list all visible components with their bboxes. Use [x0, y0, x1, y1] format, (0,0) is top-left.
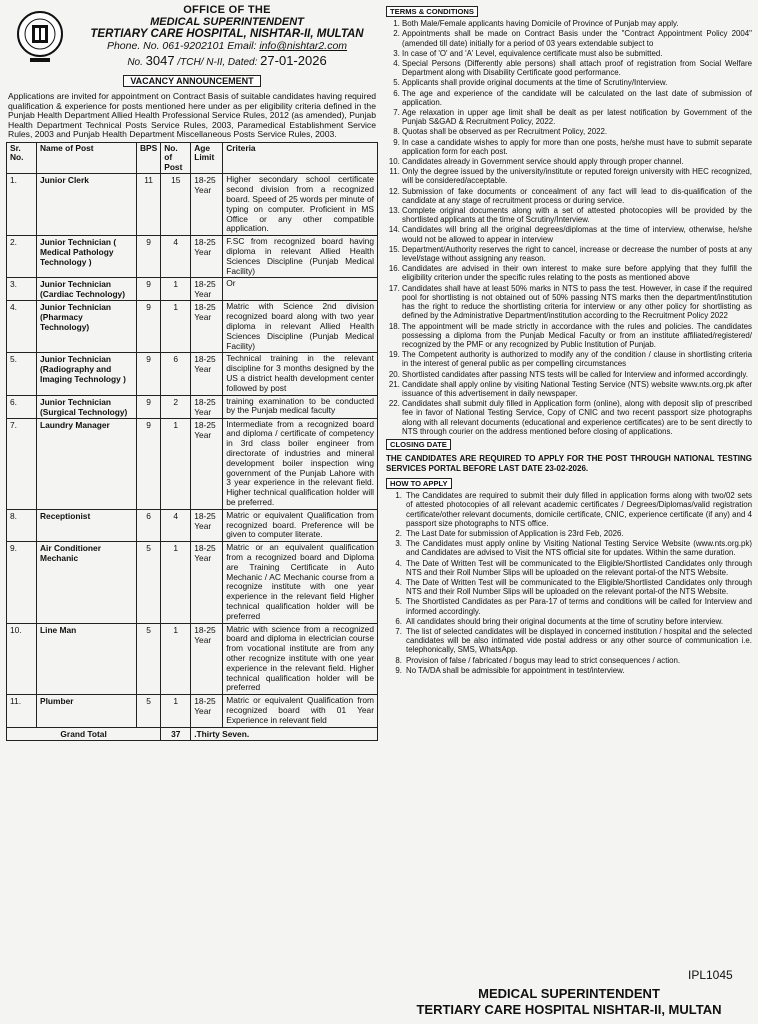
- cell-post: Laundry Manager: [37, 418, 137, 509]
- table-row: [7, 353, 378, 395]
- cell-age: 18-25 Year: [191, 623, 223, 695]
- cell-sr: 11.: [7, 695, 37, 727]
- term-item: 16. Candidates are advised in their own interest to make sure before applying that they fulfill the eligibility criterion under the specific rules relating to the posts as mentioned above: [402, 264, 752, 282]
- cell-criteria: Higher secondary school certificate second division from a recognized board. Speed of 25 words per minute of typing on computer. Proficient in MS Office or any other compatible application.: [223, 174, 378, 236]
- cell-number: 4: [161, 509, 191, 541]
- cell-criteria: Or: [223, 278, 378, 301]
- cell-sr: 6.: [7, 395, 37, 418]
- cell-bps: 9: [137, 236, 161, 278]
- cell-criteria: F.SC from recognized board having diploma in relevant Allied Health Sciences Discipline (Punjab Medical Facility): [223, 236, 378, 278]
- cell-post: Junior Technician (Pharmacy Technology): [37, 301, 137, 353]
- term-item: 10. Candidates already in Government service should apply through proper channel.: [402, 157, 752, 166]
- col-criteria: Criteria: [223, 142, 378, 174]
- cell-bps: 5: [137, 695, 161, 727]
- closing-text: THE CANDIDATES ARE REQUIRED TO APPLY FOR THE POST THROUGH NATIONAL TESTING SERVICES PORTAL BEFORE LAST DATE 23-02-2026.: [386, 454, 752, 473]
- cell-number: 15: [161, 174, 191, 236]
- cell-age: 18-25 Year: [191, 695, 223, 727]
- cell-criteria: Matric or an equivalent qualification from a recognized board and Diploma are Training Certificate in Auto Mechanic / AC Mechanic course from a recognize institute with one year experience in the relevant field Higher technical qualification holder will be preferred: [223, 542, 378, 623]
- table-row: [7, 278, 378, 301]
- table-row: [7, 623, 378, 695]
- cell-number: 6: [161, 353, 191, 395]
- term-item: 6. The age and experience of the candidate will be calculated on the last date of submission of application.: [402, 89, 752, 107]
- howto-number: 7.: [395, 627, 402, 636]
- howto-item: [386, 627, 752, 655]
- howto-number: 4.: [395, 558, 402, 568]
- term-item: 22. Candidates shall submit duly filled in Application form (online), along with deposit slip of prescribed fee in favor of National Testing Service, Copy of CNIC and two recent passport size photographs along with all relevant documents (educational and experience certificates) are to be sent directly to NTS through courier on the address mentioned before closing of applications.: [402, 399, 752, 436]
- cell-criteria: Matric or equivalent Qualification from recognized board with 01 Year Experience in relevant field: [223, 695, 378, 727]
- term-item: 1. Both Male/Female applicants having Domicile of Province of Punjab may apply.: [402, 19, 752, 28]
- term-item: 18. The appointment will be made strictly in accordance with the rules and policies. The candidates possessing a diploma from the Punjab Medical Faculty or from an institute affiliated/registered/ recognized by the PMF or any recognized by Public Institution of Punjab.: [402, 322, 752, 350]
- cell-criteria: Matric with Science 2nd division recognized board along with two year diploma in relevant Allied Health Sciences Discipline (Punjab Medical Facility): [223, 301, 378, 353]
- contact-line: [76, 40, 378, 52]
- cell-post: Junior Technician ( Medical Pathology Technology ): [37, 236, 137, 278]
- cell-post: Junior Technician (Radiography and Imaging Technology ): [37, 353, 137, 395]
- cell-post: Receptionist: [37, 509, 137, 541]
- cell-number: 1: [161, 542, 191, 623]
- cell-sr: 10.: [7, 623, 37, 695]
- howto-text: Provision of false / fabricated / bogus may lead to strict consequences / action.: [406, 655, 681, 665]
- cell-number: 4: [161, 236, 191, 278]
- term-item: 15. Department/Authority reserves the right to cancel, increase or decrease the number of posts at any level/stage without assigning any reason.: [402, 245, 752, 263]
- cell-age: 18-25 Year: [191, 353, 223, 395]
- term-item: 21. Candidate shall apply online by visiting National Testing Service (NTS) website www.nts.org.pk after issuance of this advertisement in daily newspaper.: [402, 380, 752, 398]
- cell-sr: 8.: [7, 509, 37, 541]
- table-header-row: [7, 142, 378, 174]
- cell-post: Line Man: [37, 623, 137, 695]
- cell-bps: 6: [137, 509, 161, 541]
- cell-bps: 9: [137, 278, 161, 301]
- hospital-name: TERTIARY CARE HOSPITAL, NISHTAR-II, MULTAN: [90, 28, 364, 40]
- table-row: [7, 542, 378, 623]
- cell-post: Plumber: [37, 695, 137, 727]
- ref-prefix: No.: [127, 57, 143, 68]
- term-item: 8. Quotas shall be observed as per Recruitment Policy, 2022.: [402, 127, 752, 136]
- cell-bps: 9: [137, 353, 161, 395]
- term-item: 12. Submission of fake documents or concealment of any fact will lead to dis-qualification of the candidate at any stage of recruitment process or during service.: [402, 187, 752, 205]
- howto-text: The list of selected candidates will be displayed in concerned institution / hospital and the selected candidates will be also intimated vide postal address or any other source of communication i.e. telephonically, SMS, WhatsApp.: [406, 627, 752, 655]
- howto-text: The Candidates are required to submit their duly filled in application forms along with two/02 sets of attested photocopies of all relevant academic certificates / Degrees/Diplomas/valid registration certificate/other relevant documents, domicile certificate, CNIC, experience certificate (if any) and 4 passport size photographs to NTS office.: [406, 491, 752, 528]
- ref-number: 3047: [145, 53, 175, 68]
- howto-text: The Shortlisted Candidates as per Para-17 of terms and conditions will be called for Interview and informed accordingly.: [406, 597, 752, 616]
- office-designation: MEDICAL SUPERINTENDENT: [150, 16, 304, 28]
- howto-text: No TA/DA shall be admissible for appointment in test/interview.: [406, 665, 625, 675]
- term-item: 9. In case a candidate wishes to apply for more than one posts, he/she must have to submit separate application form for each post.: [402, 138, 752, 156]
- howto-item: [386, 529, 752, 538]
- cell-age: 18-25 Year: [191, 301, 223, 353]
- term-item: 14. Candidates will bring all the original degrees/diplomas at the time of interview, otherwise, he/she would not be allowed to appear in interview: [402, 225, 752, 243]
- terms-list: [386, 19, 752, 436]
- cell-number: 1: [161, 695, 191, 727]
- table-row: [7, 509, 378, 541]
- phone-text: Phone. No. 061-9202101 Email:: [106, 40, 257, 52]
- cell-number: 1: [161, 623, 191, 695]
- cell-sr: 9.: [7, 542, 37, 623]
- term-item: 17. Candidates shall have at least 50% marks in NTS to pass the test. However, in case if the required pool for shortlisting is not obtained out of 50% passing NTS marks then the department/institution has the right to reduce the shortlisting criteria for interview or any other policy for shortlisting as defined by the Administrative Department/institution according to the Recruitment Policy 2022: [402, 284, 752, 321]
- cell-sr: 3.: [7, 278, 37, 301]
- howto-text: The Candidates must apply online by Visiting National Testing Service Website (www.nts.org.pk) and Candidates are advised to Visit the NTS official site for updates. Within the same duration.: [406, 539, 752, 558]
- howto-item: [386, 666, 752, 675]
- table-row: [7, 395, 378, 418]
- term-item: 20. Shortlisted candidates after passing NTS tests will be called for Interview and informed accordingly.: [402, 370, 752, 379]
- howto-number: 1.: [395, 491, 402, 501]
- cell-age: 18-25 Year: [191, 542, 223, 623]
- cell-sr: 2.: [7, 236, 37, 278]
- cell-post: Air Conditioner Mechanic: [37, 542, 137, 623]
- howto-item: [386, 491, 752, 528]
- cell-criteria: Intermediate from a recognized board and diploma / certificate of competency in 3rd class boiler engineer from directorate of industries and mineral development boiler inspection wing government of the Punjab Lahore with 3 year experience in the relevant field. Higher technical qualification holder will be preferred.: [223, 418, 378, 509]
- howto-item: [386, 617, 752, 626]
- howto-number: 4.: [395, 577, 402, 587]
- col-post: Name of Post: [37, 142, 137, 174]
- table-row: [7, 418, 378, 509]
- left-column: [6, 4, 378, 741]
- cell-age: 18-25 Year: [191, 418, 223, 509]
- howto-text: All candidates should bring their original documents at the time of scrutiny before interview.: [406, 616, 724, 626]
- howto-heading: HOW TO APPLY: [386, 478, 452, 489]
- ipl-code: IPL1045: [688, 968, 733, 982]
- hospital-logo-icon: [16, 10, 64, 66]
- col-sr: Sr. No.: [7, 142, 37, 174]
- cell-number: 2: [161, 395, 191, 418]
- vacancy-table: [6, 142, 378, 741]
- office-line: OFFICE OF THE: [183, 4, 271, 16]
- terms-heading: TERMS & CONDITIONS: [386, 6, 478, 17]
- howto-item: [386, 578, 752, 596]
- cell-number: 1: [161, 278, 191, 301]
- signature-block: [386, 986, 752, 1018]
- closing-heading: CLOSING DATE: [386, 439, 451, 450]
- term-item: 5. Applicants shall provide original documents at the time of Scrutiny/Interview.: [402, 78, 752, 87]
- howto-list: [386, 491, 752, 675]
- col-age: Age Limit: [191, 142, 223, 174]
- table-row: [7, 695, 378, 727]
- vacancy-heading-wrap: [6, 71, 378, 89]
- howto-number: 2.: [395, 528, 402, 538]
- col-bps: BPS: [137, 142, 161, 174]
- cell-bps: 5: [137, 542, 161, 623]
- cell-age: 18-25 Year: [191, 174, 223, 236]
- howto-item: [386, 656, 752, 665]
- howto-number: 3.: [395, 539, 402, 549]
- howto-text: The Date of Written Test will be communicated to the Eligible/Shortlisted Candidates only through NTS and their Roll Number Slips will be uploaded on the relevant portal-of the NTS Website.: [406, 558, 752, 577]
- term-item: 4. Special Persons (Differently able persons) shall attach proof of registration from Social Welfare Department along with Disability Certificate good performance.: [402, 59, 752, 77]
- howto-number: 9.: [395, 665, 402, 675]
- grand-total-value: 37: [161, 727, 191, 740]
- vacancy-heading: VACANCY ANNOUNCEMENT: [123, 75, 260, 87]
- signature-title: MEDICAL SUPERINTENDENT: [478, 986, 660, 1001]
- howto-item: [386, 539, 752, 557]
- cell-sr: 7.: [7, 418, 37, 509]
- cell-number: 1: [161, 418, 191, 509]
- cell-age: 18-25 Year: [191, 509, 223, 541]
- cell-sr: 4.: [7, 301, 37, 353]
- cell-bps: 11: [137, 174, 161, 236]
- signature-hospital: TERTIARY CARE HOSPITAL NISHTAR-II, MULTAN: [416, 1002, 722, 1017]
- grand-total-row: [7, 727, 378, 740]
- letterhead: [76, 4, 378, 68]
- cell-sr: 5.: [7, 353, 37, 395]
- ref-mid: /TCH/ N-II, Dated:: [177, 57, 258, 68]
- col-number: No. of Post: [161, 142, 191, 174]
- howto-text: The Date of Written Test will be communicated to the Eligible/Shortlisted Candidates only through NTS and their Roll Number Slips will be uploaded on the relevant portal-of the NTS Website.: [406, 577, 752, 597]
- cell-bps: 5: [137, 623, 161, 695]
- table-row: [7, 174, 378, 236]
- term-item: 7. Age relaxation in upper age limit shall be dealt as per latest notification by Government of the Punjab S&GAD & Recruitment Policy, 2022.: [402, 108, 752, 126]
- reference-line: [76, 53, 378, 68]
- cell-criteria: training examination to be conducted by the Punjab medical faculty: [223, 395, 378, 418]
- howto-number: 6.: [395, 616, 402, 626]
- cell-criteria: Matric with science from a recognized board and diploma in electrician course from vocational institute are from any other recognize institute with one year experience in the relevant field. Higher technical qualification holder will be preferred: [223, 623, 378, 695]
- email-link[interactable]: info@nishtar2.com: [259, 40, 348, 52]
- right-column: [386, 4, 752, 676]
- table-row: [7, 301, 378, 353]
- grand-total-words: .Thirty Seven.: [191, 727, 378, 740]
- cell-post: Junior Technician (Cardiac Technology): [37, 278, 137, 301]
- cell-bps: 9: [137, 301, 161, 353]
- intro-paragraph: Applications are invited for appointment on Contract Basis of suitable candidates having required qualification & experience for posts mentioned here under as per eligibility criteria defined in the Punjab Health Department Allied Health Professional Service Rules, 2012 (as amended), Punjab Health Department Technical Posts Service Rules, 2003, Paramedical Establishment Service Rules, 2003 and Punjab Health Department Miscellaneous Posts Service Rules, 2003.: [8, 91, 376, 140]
- howto-number: 5.: [395, 597, 402, 607]
- cell-bps: 9: [137, 418, 161, 509]
- howto-item: [386, 597, 752, 615]
- term-item: 3. In case of 'O' and 'A' Level, equivalence certificate must also be submitted.: [402, 49, 752, 58]
- term-item: 13. Complete original documents along with a set of attested photocopies will be provided by the shortlisted applicants at the time of Scrutiny/Interview.: [402, 206, 752, 224]
- cell-age: 18-25 Year: [191, 278, 223, 301]
- cell-number: 1: [161, 301, 191, 353]
- cell-post: Junior Clerk: [37, 174, 137, 236]
- howto-item: [386, 559, 752, 577]
- term-item: 19. The Competent authority is authorized to modify any of the condition / clause in shortlisting criteria in the interest of general public as per compelling circumstances: [402, 350, 752, 368]
- table-row: [7, 236, 378, 278]
- cell-bps: 9: [137, 395, 161, 418]
- cell-age: 18-25 Year: [191, 236, 223, 278]
- cell-post: Junior Technician (Surgical Technology): [37, 395, 137, 418]
- cell-criteria: Technical training in the relevant discipline for 3 months designed by the US a district health development center followed by post: [223, 353, 378, 395]
- howto-number: 8.: [395, 655, 402, 665]
- term-item: 2. Appointments shall be made on Contract Basis under the "Contract Appointment Policy 2004" (amended till date) initially for a period of 03 years extendable subject to: [402, 29, 752, 47]
- cell-sr: 1.: [7, 174, 37, 236]
- cell-criteria: Matric or equivalent Qualification from recognized board. Preference will be given to computer literate.: [223, 509, 378, 541]
- howto-text: The Last Date for submission of Application is 23rd Feb, 2026.: [406, 528, 624, 538]
- cell-age: 18-25 Year: [191, 395, 223, 418]
- ref-date: 27-01-2026: [260, 53, 327, 68]
- grand-total-label: Grand Total: [7, 727, 161, 740]
- term-item: 11. Only the degree issued by the university/institute or reputed foreign university with HEC recognized, will be considered/acceptable.: [402, 167, 752, 185]
